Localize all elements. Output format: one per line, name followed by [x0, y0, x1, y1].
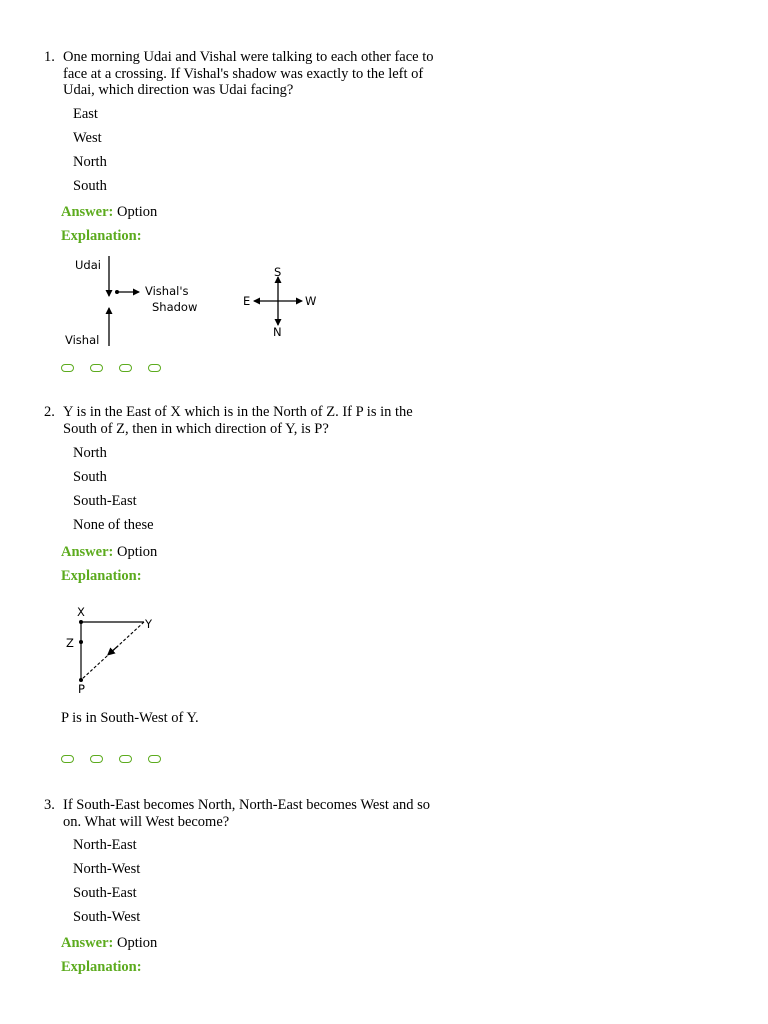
answer-label: Answer: [61, 204, 114, 220]
question-text: One morning Udai and Vishal were talking to each other face to face at a crossing. If Vishal's shadow was exactly to the left of Udai, which direction was Udai facing? [63, 49, 434, 98]
option-item: South [73, 178, 107, 194]
point-p [79, 678, 83, 682]
point-x [79, 620, 83, 624]
answer-line [61, 935, 157, 951]
choice-oval[interactable] [61, 364, 74, 372]
option-item: South-East [73, 885, 137, 901]
choice-oval[interactable] [119, 755, 132, 763]
compass-west-label: W [305, 294, 317, 308]
choice-oval[interactable] [61, 755, 74, 763]
answer-label: Answer: [61, 544, 114, 560]
label-p: P [78, 682, 85, 696]
question-3 [44, 797, 444, 830]
compass-south-label: S [274, 265, 282, 279]
option-ovals [61, 364, 161, 372]
option-item: North-East [73, 837, 137, 853]
point-z [79, 640, 83, 644]
vishal-label: Vishal [65, 333, 100, 347]
answer-label: Answer: [61, 935, 114, 951]
choice-oval[interactable] [119, 364, 132, 372]
choice-oval[interactable] [148, 364, 161, 372]
question-number: 1. [44, 49, 55, 65]
option-item: South-West [73, 909, 141, 925]
question-2 [44, 404, 444, 437]
option-item: South [73, 469, 107, 485]
option-item: West [73, 130, 102, 146]
direction-arrow [110, 646, 118, 653]
compass-east-label: E [243, 294, 251, 308]
question-number: 3. [44, 797, 55, 813]
answer-value: Option [116, 935, 158, 951]
label-x: X [77, 605, 85, 619]
option-item: North [73, 445, 107, 461]
option-item: North [73, 154, 107, 170]
question-1 [44, 49, 444, 99]
option-item: South-East [73, 493, 137, 509]
question-number: 2. [44, 404, 55, 420]
question-text: Y is in the East of X which is in the North of Z. If P is in the South of Z, then in which direction of Y, is P? [63, 404, 413, 437]
shadow-label-line1: Vishal's [145, 284, 189, 298]
explanation-label: Explanation: [61, 228, 142, 244]
answer-value: Option [116, 204, 158, 220]
option-item: North-West [73, 861, 141, 877]
udai-label: Udai [75, 258, 101, 272]
option-ovals [61, 755, 161, 763]
question-text: If South-East becomes North, North-East becomes West and so on. What will West become? [63, 797, 431, 830]
compass-north-label: N [273, 325, 282, 339]
answer-line [61, 544, 157, 560]
compass [243, 265, 316, 339]
option-item: None of these [73, 517, 154, 533]
explanation-label: Explanation: [61, 568, 142, 584]
explanation-label: Explanation: [61, 959, 142, 975]
label-z: Z [66, 636, 74, 650]
option-item: East [73, 106, 98, 122]
explanation-text: P is in South-West of Y. [61, 710, 199, 726]
answer-line [61, 204, 157, 220]
label-y: Y [145, 617, 153, 631]
choice-oval[interactable] [90, 755, 103, 763]
choice-oval[interactable] [148, 755, 161, 763]
answer-value: Option [116, 544, 158, 560]
shadow-label-line2: Shadow [152, 300, 198, 314]
choice-oval[interactable] [90, 364, 103, 372]
position-diagram [60, 600, 170, 698]
shadow-direction-diagram [56, 250, 336, 355]
